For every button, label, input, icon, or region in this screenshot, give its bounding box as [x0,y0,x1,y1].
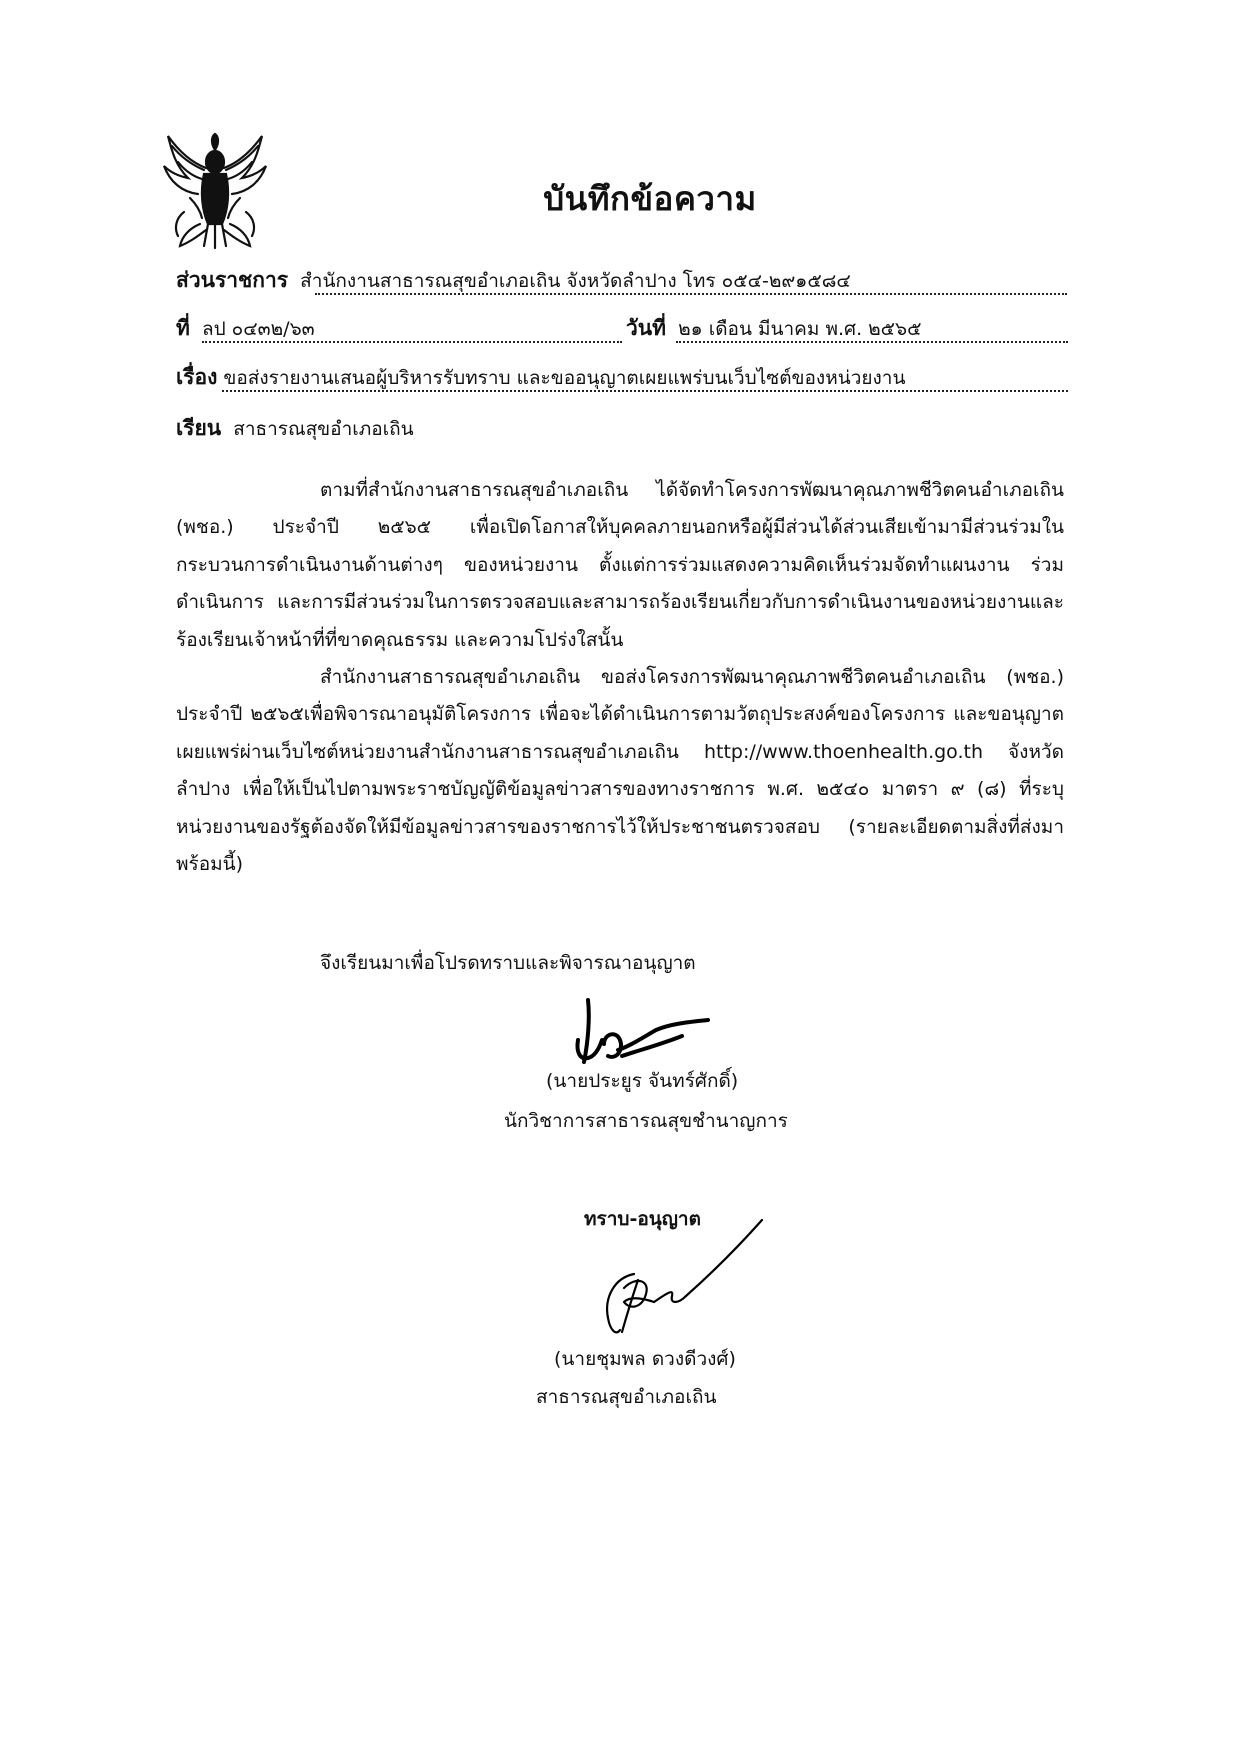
closing-line: จึงเรียนมาเพื่อโปรดทราบและพิจารณาอนุญาต [320,952,696,974]
signature-2-icon [594,1218,764,1348]
to-label: เรียน [176,416,222,440]
reference-line [176,318,315,339]
subject-line [176,367,905,388]
signature-1-icon [570,994,730,1074]
approval-label: ทราบ-อนุญาต [584,1208,701,1230]
department-value: สำนักงานสาธารณสุขอำเภอเถิน จังหวัดลำปาง โทร ๐๕๔-๒๙๑๕๘๔ [300,270,851,292]
subject-label: เรื่อง [176,365,218,389]
department-line [176,270,851,291]
document-title: บันทึกข้อความ [543,179,757,218]
date-label: วันที่ [626,316,666,340]
date-dotted-line [676,341,1068,343]
approval-name: (นายชุมพล ดวงดีวงศ์) [554,1348,736,1370]
date-line [626,318,922,339]
department-dotted-line [315,293,1067,295]
paragraph-1: ตามที่สำนักงานสาธารณสุขอำเภอเถิน ได้จัดทำโครงการพัฒนาคุณภาพชีวิตคนอำเภอเถิน (พชอ.) ประจำปี ๒๕๖๕ เพื่อเปิดโอกาสให้บุคคลภายนอกหรือผู้มีส่วนได้ส่วนเสียเข้ามามีส่วนร่วมในกระบวนการดำเนินงานด้านต่างๆ ของหน่วยงาน ตั้งแต่การร่วมแสดงความคิดเห็นร่วมจัดทำแผนงาน ร่วมดำเนินการ และการมีส่วนร่วมในการตรวจสอบและสามารถร้องเรียนเกี่ยวกับการดำเนินงานของหน่วยงานและร้องเรียนเจ้าหน้าที่ที่ขาดคุณธรรม และความโปร่งใสนั้น [176,479,1064,651]
signer-1-position: นักวิชาการสาธารณสุขชำนาญการ [504,1110,788,1132]
subject-dotted-line [222,390,1068,392]
to-line [176,418,414,439]
signer-1-name: (นายประยูร จันทร์ศักดิ์) [546,1070,739,1092]
paragraph-2: สำนักงานสาธารณสุขอำเภอเถิน ขอส่งโครงการพัฒนาคุณภาพชีวิตคนอำเภอเถิน (พชอ.) ประจำปี ๒๕๖๕เพื่อพิจารณาอนุมัติโครงการ เพื่อจะได้ดำเนินการตามวัตถุประสงค์ของโครงการ และขอนุญาตเผยแพร่ผ่านเว็บไซต์หน่วยงานสำนักงานสาธารณสุขอำเภอเถิน http://www.thoenhealth.go.th จังหวัดลำปาง เพื่อให้เป็นไปตามพระราชบัญญัติข้อมูลข่าวสารของทางราชการ พ.ศ. ๒๕๔๐ มาตรา ๙ (๘) ที่ระบุหน่วยงานของรัฐต้องจัดให้มีข้อมูลข่าวสารของราชการไว้ให้ประชาชนตรวจสอบ (รายละเอียดตามสิ่งที่ส่งมาพร้อมนี้) [176,666,1064,876]
department-label: ส่วนราชการ [176,268,289,292]
date-value: ๒๑ เดือน มีนาคม พ.ศ. ๒๕๖๕ [678,318,922,340]
reference-value: ลป ๐๔๓๒/๖๓ [201,318,315,340]
subject-value: ขอส่งรายงานเสนอผู้บริหารรับทราบ และขออนุญาตเผยแพร่บนเว็บไซต์ของหน่วยงาน [223,367,906,389]
letter-body [176,472,1064,883]
reference-dotted-line [202,341,622,343]
to-value: สาธารณสุขอำเภอเถิน [233,418,414,440]
reference-label: ที่ [176,316,190,340]
approval-position: สาธารณสุขอำเภอเถิน [536,1386,717,1408]
